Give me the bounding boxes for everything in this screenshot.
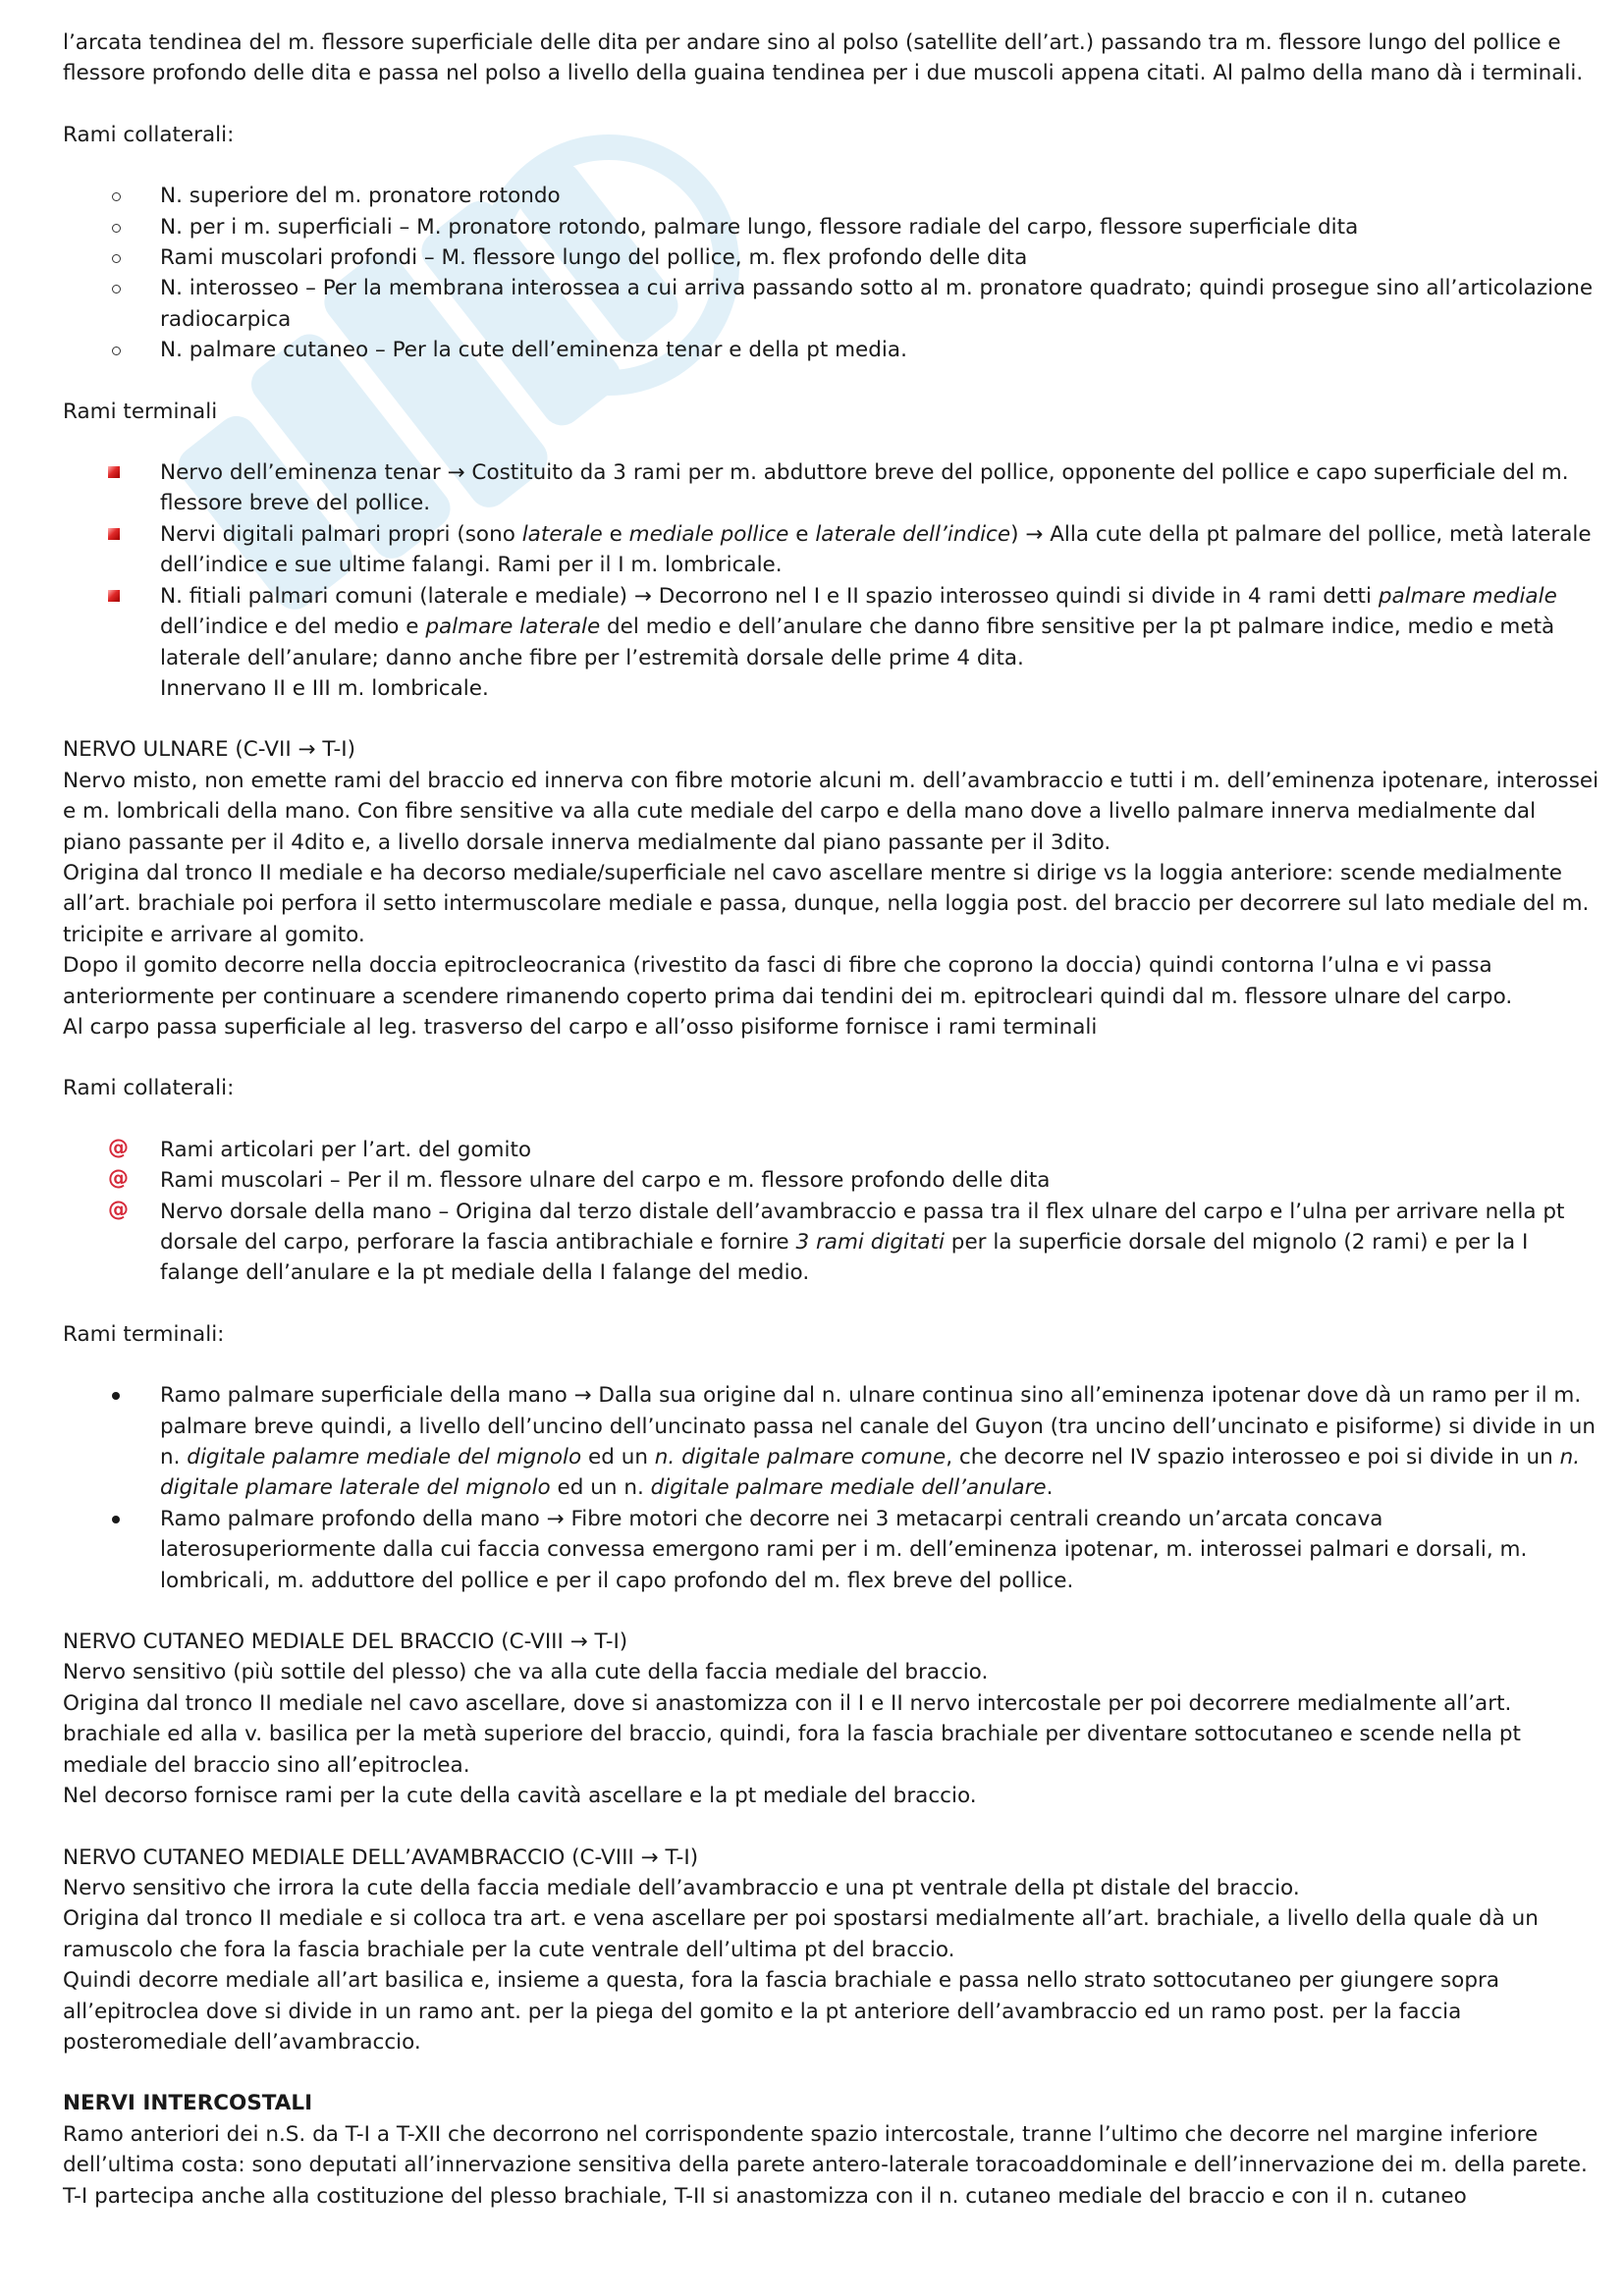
median-intro-paragraph: l’arcata tendinea del m. flessore superficiale delle dita per andare sino al polso (satellite dell’art.) passando tra m. flessore lungo del pollice e flessore profondo delle dita e passa nel polso a livello della guaina tendinea per i due muscoli appena citati. Al palmo della mano dà i terminali.	[63, 30, 1584, 86]
cutaneo-avambraccio-paragraph-2: Origina dal tronco II mediale e si colloca tra art. e vena ascellare per poi spostarsi medialmente all’art. brachiale, a livello della quale dà un ramuscolo che fora la fascia brachiale per la cute ventrale dell’ultima pt del braccio.	[63, 1906, 1539, 1962]
arrow-right-icon: →	[298, 737, 316, 763]
red-swirl-bullet-icon	[63, 1197, 160, 1227]
cutaneo-braccio-heading: NERVO CUTANEO MEDIALE DEL BRACCIO (C-VIII → T-I)	[63, 1629, 628, 1655]
ulnar-collateral-list	[63, 1135, 1600, 1289]
list-item: N. interosseo – Per la membrana interossea a cui arriva passando sotto al m. pronatore quadrato; quindi prosegue sino all’articolazione radiocarpica	[63, 273, 1600, 335]
disc-bullet-icon	[63, 1380, 160, 1411]
list-item: @ Rami muscolari – Per il m. flessore ulnare del carpo e m. flessore profondo delle dita	[63, 1165, 1600, 1196]
list-item: N. per i m. superficiali – M. pronatore rotondo, palmare lungo, flessore radiale del carpo, flessore superficiale dita	[63, 212, 1600, 242]
ulnar-paragraph-1: Nervo misto, non emette rami del braccio ed innerva con fibre motorie alcuni m. dell’avambraccio e tutti i m. dell’eminenza ipotenare, interossei e m. lombricali della mano. Con fibre sensitive va alla cute mediale del carpo e della mano dove a livello palmare innerva medialmente dal piano passante per il 4dito e, a livello dorsale innerva medialmente dal piano passante per il 3dito.	[63, 768, 1599, 855]
red-square-bullet-icon	[63, 519, 160, 550]
arrow-right-icon: →	[640, 1844, 659, 1870]
cutaneo-braccio-paragraph-2: Origina dal tronco II mediale nel cavo ascellare, dove si anastomizza con il I e II nervo intercostale per poi decorrere medialmente all’art. brachiale ed alla v. basilica per la metà superiore del braccio, quindi, fora la fascia brachiale per diventare sottocutaneo e scende nella pt mediale del braccio sino all’epitroclea.	[63, 1690, 1521, 1778]
disc-bullet-icon	[63, 1504, 160, 1534]
cutaneo-braccio-paragraph-3: Nel decorso fornisce rami per la cute della cavità ascellare e la pt mediale del braccio.	[63, 1784, 977, 1809]
list-item: Nervi digitali palmari propri (sono laterale e mediale pollice e laterale dell’indice) → Alla cute della pt palmare del pollice, metà laterale dell’indice e sue ultime falangi. Rami per il I m. lombricale.	[63, 519, 1600, 581]
median-terminal-list	[63, 457, 1600, 704]
list-item: Ramo palmare profondo della mano → Fibre motori che decorre nei 3 metacarpi centrali creando un’arcata concava laterosuperiormente dalla cui faccia convessa emergono rami per i m. dell’eminenza ipotenar, m. interossei palmari e dorsali, m. lombricali, m. adduttore del pollice e per il capo profondo del m. flex breve del pollice.	[63, 1504, 1600, 1596]
intercostali-paragraph-1: Ramo anteriori dei n.S. da T-I a T-XII che decorrono nel corrispondente spazio intercostale, tranne l’ultimo che decorre nel margine inferiore dell’ultima costa: sono deputati all’innervazione sensitiva della parete antero-laterale toracoaddominale e dell’innervazione dei m. della parete.	[63, 2121, 1588, 2178]
list-item: N. superiore del m. pronatore rotondo	[63, 181, 1600, 211]
ulnar-paragraph-4: Al carpo passa superficiale al leg. trasverso del carpo e all’osso pisiforme fornisce i rami terminali	[63, 1014, 1098, 1040]
arrow-right-icon: →	[569, 1629, 588, 1655]
ulnar-heading: NERVO ULNARE (C-VII → T-I)	[63, 737, 356, 763]
cutaneo-avambraccio-paragraph-1: Nervo sensitivo che irrora la cute della faccia mediale dell’avambraccio e una pt ventrale della pt distale del braccio.	[63, 1875, 1300, 1900]
ulnar-paragraph-2: Origina dal tronco II mediale e ha decorso mediale/superficiale nel cavo ascellare mentre si dirige vs la loggia anteriore: scende medialmente all’art. brachiale poi perfora il setto intermuscolare mediale e passa, dunque, nella loggia post. del braccio per decorrere sul lato mediale del m. tricipite e arrivare al gomito.	[63, 860, 1590, 947]
circle-bullet-icon	[63, 212, 160, 242]
arrow-right-icon: →	[633, 583, 652, 609]
ulnar-terminal-heading: Rami terminali:	[63, 1321, 225, 1347]
arrow-right-icon: →	[1025, 521, 1044, 547]
red-square-bullet-icon	[63, 457, 160, 488]
median-collateral-heading: Rami collaterali:	[63, 122, 235, 147]
cutaneo-avambraccio-heading: NERVO CUTANEO MEDIALE DELL’AVAMBRACCIO (C-VIII → T-I)	[63, 1844, 699, 1870]
document-page	[63, 27, 1600, 2212]
arrow-right-icon: →	[447, 460, 465, 486]
list-item: N. palmare cutaneo – Per la cute dell’eminenza tenar e della pt media.	[63, 335, 1600, 365]
list-item: Rami muscolari profondi – M. flessore lungo del pollice, m. flex profondo delle dita	[63, 242, 1600, 273]
circle-bullet-icon	[63, 242, 160, 273]
intercostali-heading: NERVI INTERCOSTALI	[63, 2091, 313, 2116]
ulnar-terminal-list	[63, 1380, 1600, 1596]
list-item: Ramo palmare superficiale della mano → Dalla sua origine dal n. ulnare continua sino all’eminenza ipotenar dove dà un ramo per il m. palmare breve quindi, a livello dell’uncino dell’uncinato passa nel canale del Guyon (tra uncino dell’uncinato e pisiforme) si divide in un n. digitale palamre mediale del mignolo ed un n. digitale palmare comune, che decorre nel IV spazio interosseo e poi si divide in un n. digitale plamare laterale del mignolo ed un n. digitale palmare mediale dell’anulare.	[63, 1380, 1600, 1504]
ulnar-collateral-heading: Rami collaterali:	[63, 1076, 235, 1101]
list-item: N. fitiali palmari comuni (laterale e mediale) → Decorrono nel I e II spazio interosseo quindi si divide in 4 rami detti palmare mediale dell’indice e del medio e palmare laterale del medio e dell’anulare che danno fibre sensitive per la pt palmare indice, medio e metà laterale dell’anulare; danno anche fibre per l’estremità dorsale delle prime 4 dita. Innervano II e III m. lombricale.	[63, 581, 1600, 705]
median-collateral-list	[63, 181, 1600, 365]
list-item: Nervo dell’eminenza tenar → Costituito da 3 rami per m. abduttore breve del pollice, opponente del pollice e capo superficiale del m. flessore breve del pollice.	[63, 457, 1600, 519]
cutaneo-braccio-paragraph-1: Nervo sensitivo (più sottile del plesso) che va alla cute della faccia mediale del braccio.	[63, 1660, 989, 1685]
circle-bullet-icon	[63, 335, 160, 365]
arrow-right-icon: →	[573, 1383, 592, 1409]
ulnar-paragraph-3: Dopo il gomito decorre nella doccia epitrocleocranica (rivestito da fasci di fibre che coprono la doccia) quindi contorna l’ulna e vi passa anteriormente per continuare a scendere rimanendo coperto prima dai tendini dei m. epitrocleari quindi dal m. flessore ulnare del carpo.	[63, 953, 1513, 1009]
circle-bullet-icon	[63, 273, 160, 303]
red-swirl-bullet-icon	[63, 1135, 160, 1165]
red-square-bullet-icon	[63, 581, 160, 612]
arrow-right-icon: →	[546, 1506, 565, 1531]
red-swirl-bullet-icon	[63, 1165, 160, 1196]
intercostali-paragraph-2: T-I partecipa anche alla costituzione del plesso brachiale, T-II si anastomizza con il n. cutaneo mediale del braccio e con il n. cutaneo	[63, 2183, 1467, 2209]
list-item: @ Nervo dorsale della mano – Origina dal terzo distale dell’avambraccio e passa tra il flex ulnare del carpo e l’ulna per arrivare nella pt dorsale del carpo, perforare la fascia antibrachiale e fornire 3 rami digitati per la superficie dorsale del mignolo (2 rami) e per la I falange dell’anulare e la pt mediale della I falange del medio.	[63, 1197, 1600, 1289]
list-item: @ Rami articolari per l’art. del gomito	[63, 1135, 1600, 1165]
circle-bullet-icon	[63, 181, 160, 211]
median-terminal-heading: Rami terminali	[63, 399, 218, 424]
cutaneo-avambraccio-paragraph-3: Quindi decorre mediale all’art basilica e, insieme a questa, fora la fascia brachiale e passa nello strato sottocutaneo per giungere sopra all’epitroclea dove si divide in un ramo ant. per la piega del gomito e la pt anteriore dell’avambraccio ed un ramo post. per la faccia posteromediale dell’avambraccio.	[63, 1968, 1499, 2055]
